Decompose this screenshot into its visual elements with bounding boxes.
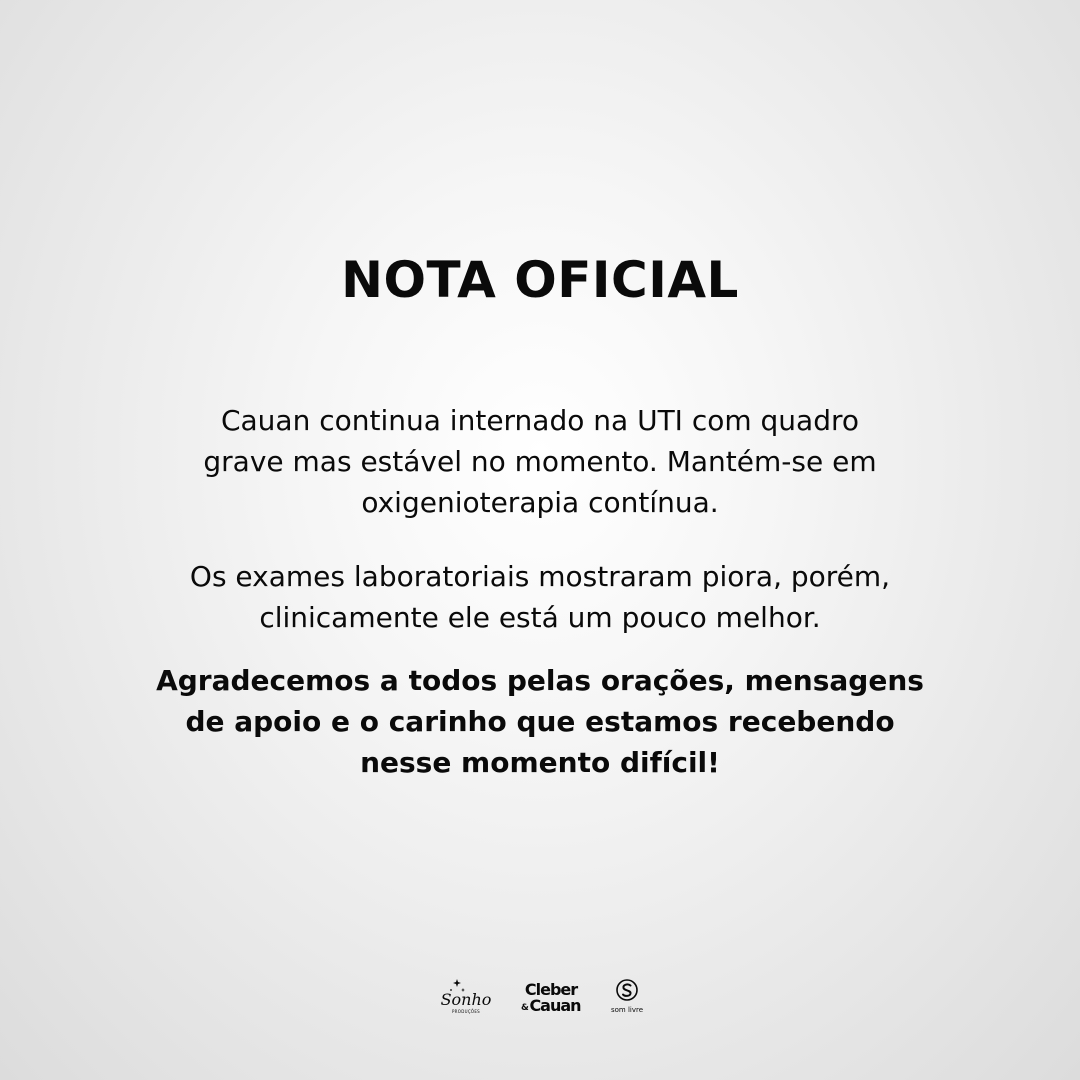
partner-logos — [0, 972, 1080, 1028]
status-line: Cauan continua internado na UTI com quadro — [220, 404, 860, 437]
exams-line: Os exames laboratoriais mostraram piora, porém, — [189, 560, 891, 593]
som-livre-logo — [604, 972, 650, 1028]
svg-text:som livre: som livre — [610, 1006, 644, 1014]
exams-line: clinicamente ele está um pouco melhor. — [259, 601, 821, 634]
status-line: grave mas estável no momento. Mantém-se em — [203, 445, 877, 478]
thanks-line: Agradecemos a todos pelas orações, mensagens — [156, 664, 924, 697]
cleber-cauan-logo — [514, 972, 588, 1028]
thanks-line: de apoio e o carinho que estamos recebendo — [185, 705, 895, 738]
svg-text:Cleber: Cleber — [524, 980, 578, 999]
thanks-line: nesse momento difícil! — [360, 746, 720, 779]
svg-text:Cauan: Cauan — [529, 996, 581, 1015]
thanks-paragraph — [80, 660, 1000, 783]
exams-paragraph — [80, 556, 1000, 638]
sonho-producoes-logo — [436, 972, 496, 1028]
svg-text:&: & — [521, 1003, 529, 1013]
page-title: NOTA OFICIAL — [341, 251, 739, 309]
svg-text:PRODUÇÕES: PRODUÇÕES — [451, 1009, 481, 1014]
status-paragraph — [80, 400, 1000, 523]
svg-text:Sonho: Sonho — [440, 990, 492, 1009]
status-line: oxigenioterapia contínua. — [361, 486, 719, 519]
